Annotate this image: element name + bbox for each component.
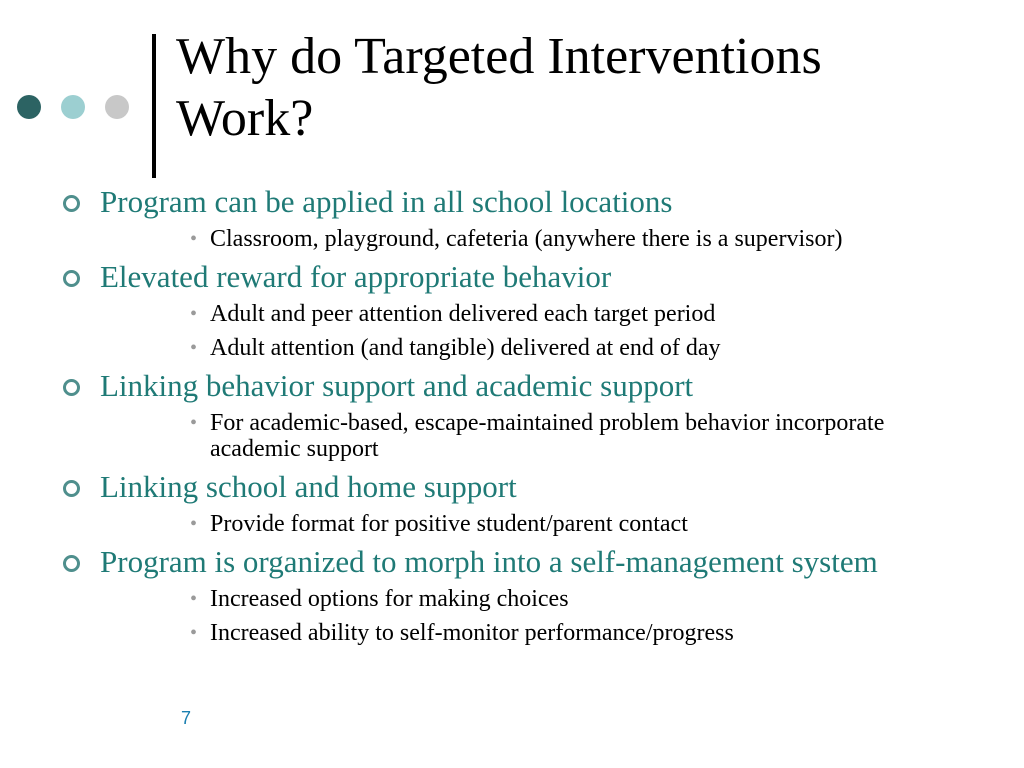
ring-bullet-icon [63, 480, 80, 497]
ring-bullet-icon [63, 379, 80, 396]
sub-bullet-dot-icon: • [190, 622, 198, 644]
title-divider-line [152, 34, 156, 178]
ring-bullet-icon [63, 270, 80, 287]
bullet-point-1 [62, 185, 962, 218]
sub-bullet-dot-icon: • [190, 412, 198, 434]
bullet-point-3 [62, 369, 962, 402]
bullet-point-4 [62, 470, 962, 503]
slide-title [176, 26, 996, 150]
sub-bullet-text: Classroom, playground, cafeteria (anywhere there is a supervisor) [210, 226, 843, 252]
ring-bullet-icon [63, 195, 80, 212]
sub-bullet [190, 410, 910, 462]
bullet-point-text: Program can be applied in all school locations [100, 184, 673, 219]
dot-light-teal [61, 95, 85, 119]
sub-bullet [190, 301, 962, 327]
sub-bullet-text: For academic-based, escape-maintained problem behavior incorporate academic support [210, 410, 885, 462]
sub-bullet [190, 620, 962, 646]
bullet-point-text: Elevated reward for appropriate behavior [100, 259, 612, 294]
dot-gray [105, 95, 129, 119]
bullet-point-2 [62, 260, 962, 293]
sub-bullet-dot-icon: • [190, 513, 198, 535]
sub-bullet-dot-icon: • [190, 588, 198, 610]
dot-dark [17, 95, 41, 119]
sub-bullet-dot-icon: • [190, 228, 198, 250]
bullet-point-text: Linking behavior support and academic support [100, 368, 694, 403]
slide-title-line-1: Why do Targeted Interventions [176, 28, 822, 85]
sub-bullet-text: Provide format for positive student/parent contact [210, 511, 688, 537]
page-number: 7 [181, 708, 192, 728]
ring-bullet-icon [63, 555, 80, 572]
bullet-list [62, 181, 962, 646]
bullet-point-5 [62, 545, 960, 578]
slide-title-line-2: Work? [176, 90, 314, 147]
decorative-dots [17, 93, 137, 121]
sub-bullet-dot-icon: • [190, 337, 198, 359]
sub-bullet-dot-icon: • [190, 303, 198, 325]
sub-bullet [190, 335, 962, 361]
sub-bullet [190, 226, 962, 252]
sub-bullet [190, 586, 962, 612]
bullet-point-text: Linking school and home support [100, 469, 517, 504]
sub-bullet-text: Adult attention (and tangible) delivered at end of day [210, 335, 721, 361]
sub-bullet-text: Adult and peer attention delivered each target period [210, 301, 716, 327]
sub-bullet-text: Increased options for making choices [210, 586, 569, 612]
sub-bullet-text: Increased ability to self-monitor performance/progress [210, 620, 734, 646]
sub-bullet [190, 511, 962, 537]
bullet-point-text: Program is organized to morph into a self-management system [100, 544, 878, 579]
